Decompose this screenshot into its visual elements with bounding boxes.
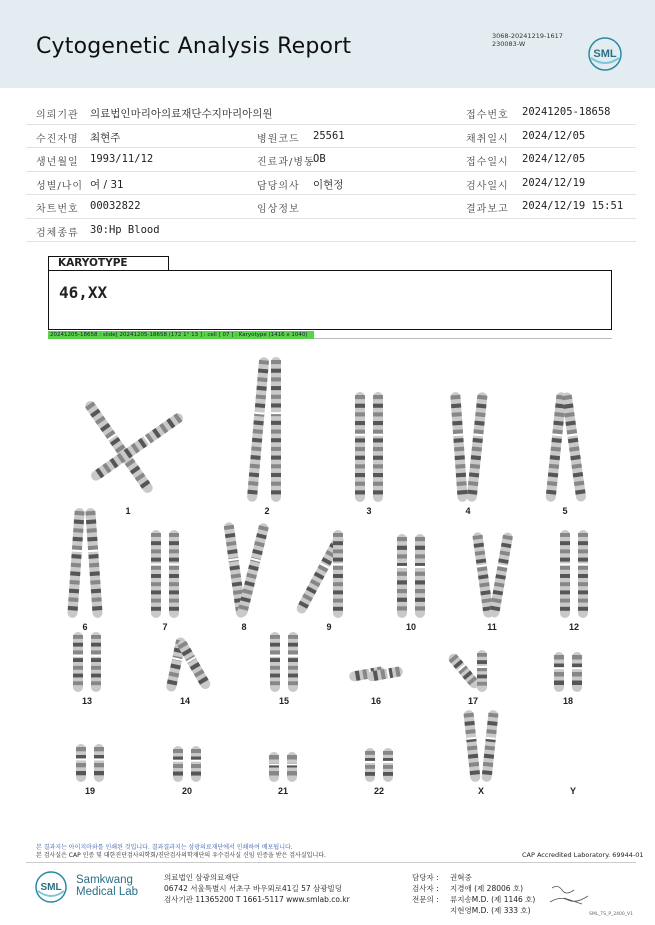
chromosome-label: 10: [405, 622, 417, 632]
signature-icon: [544, 880, 604, 910]
chromosome-21-b: [287, 752, 297, 782]
hospital-code: 25561: [313, 129, 345, 142]
chromosome-label: X: [477, 786, 485, 796]
chromosome-label: 5: [562, 506, 568, 516]
tester-name: 지경애 (제 28006 호): [450, 884, 524, 893]
chromosome-21-a: [269, 752, 279, 782]
chromosome-label: 7: [162, 622, 168, 632]
tested-date: 2024/12/19: [522, 176, 586, 189]
chromosome-label: 8: [241, 622, 247, 632]
cap-accreditation: CAP Accredited Laboratory. 69944-01: [522, 851, 644, 859]
chromosome-18-b: [572, 652, 582, 692]
chromosome-X-b: [481, 710, 498, 783]
patient-info-table: [26, 101, 636, 242]
chart-number: 00032822: [90, 200, 141, 212]
chromosome-10-b: [415, 534, 425, 618]
karyotype-label: KARYOTYPE: [48, 256, 169, 271]
chromosome-19-a: [76, 744, 86, 782]
chromosome-label: 14: [179, 696, 191, 706]
footer-note: 본 결과지는 아이지마와를 인쇄된 것입니다. 결과결과지는 삼광의료재단에서 인쇄하여 배포됩니다.: [36, 844, 293, 851]
report-title: Cytogenetic Analysis Report: [36, 34, 352, 59]
chromosome-13-a: [73, 632, 83, 692]
chromosome-label: 11: [487, 622, 497, 632]
chromosome-15-b: [288, 632, 298, 692]
department: OB: [313, 153, 326, 165]
chromosome-label: 12: [568, 622, 580, 632]
karyogram-caption-bar: 20241205-18658 : slide[ 20241205-18658 (172 1° 13 ] : cell [ 07 ] : Karyotype (1416 x 1040): [48, 331, 314, 339]
chromosome-15-a: [270, 632, 280, 692]
info-row: 생년월일 1993/11/12 진료과/병동 OB 접수일시 2024/12/05: [26, 148, 636, 172]
info-row: 차트번호 00032822 임상정보 결과보고 2024/12/19 15:51: [26, 195, 636, 219]
chromosome-17-b: [477, 650, 487, 692]
collected-date: 2024/12/05: [522, 129, 586, 142]
chromosome-22-b: [383, 748, 393, 782]
chromosome-label: 15: [278, 696, 290, 706]
staff-list: 담당자 : 권혁중 검사자 : 지경애 (제 28006 호) 전문의 : 류지송M.D. (제 1146 호) 지현영M.D. (제 333 호): [412, 873, 536, 915]
specialist-name: 지현영M.D. (제 333 호): [450, 906, 531, 915]
info-row: 성별/나이 여 / 31 담당의사 이현정 검사일시 2024/12/19: [26, 172, 636, 196]
specialist-name: 류지송M.D. (제 1146 호): [450, 895, 536, 904]
chromosome-5-a: [545, 392, 566, 502]
sex-age: 여 / 31: [90, 178, 124, 191]
chromosome-5-b: [561, 392, 586, 502]
chromosome-14-b: [176, 638, 212, 691]
chromosome-7-a: [151, 530, 161, 618]
lab-address: 의료법인 삼광의료재단 06742 서울특별시 서초구 바우뫼로41길 57 삼광빌딩 검사기관 11365200 T 1661-5117 www.smlab.co.kr: [164, 873, 350, 904]
chromosome-label: 2: [264, 506, 270, 516]
chromosome-13-b: [91, 632, 101, 692]
date-of-birth: 1993/11/12: [90, 153, 154, 165]
received-date: 2024/12/05: [522, 153, 586, 165]
chromosome-3-b: [373, 392, 383, 502]
chromosome-label: 20: [181, 786, 193, 796]
chromosome-6-b: [85, 508, 103, 618]
footer-note: 본 검사실은 CAP 인증 및 대한진단검사의학회/진단검사의학재단의 우수검사실 신임 인증을 받은 검사실입니다.: [36, 852, 326, 859]
document-version: SML_TS_P_2400_V1: [589, 912, 633, 917]
requesting-org: 의료법인마리아의료재단수지마리아의원: [90, 108, 273, 120]
svg-text:SML: SML: [593, 48, 617, 60]
karyogram-image: [0, 340, 655, 810]
chromosome-12-b: [578, 530, 588, 618]
chromosome-label: 19: [84, 786, 96, 796]
sml-logo-icon: [587, 36, 623, 72]
chromosome-20-a: [173, 746, 183, 782]
karyotype-result-box: [48, 270, 612, 330]
chromosome-7-b: [169, 530, 179, 618]
chromosome-9-b: [333, 530, 343, 618]
chromosome-label: Y: [569, 786, 577, 796]
manager-name: 권혁중: [450, 873, 472, 882]
chromosome-3-a: [355, 392, 365, 502]
info-row: 검체종류 30:Hp Blood: [26, 219, 636, 243]
chromosome-label: 3: [366, 506, 372, 516]
chromosome-22-a: [365, 748, 375, 782]
chromosome-2-a: [247, 357, 270, 502]
divider: [26, 862, 636, 863]
chromosome-label: 9: [326, 622, 332, 632]
chromosome-label: 18: [562, 696, 574, 706]
chromosome-12-a: [560, 530, 570, 618]
specimen-type: 30:Hp Blood: [90, 223, 160, 236]
chromosome-label: 16: [370, 696, 382, 706]
karyotype-result: 46,XX: [59, 283, 108, 302]
chromosome-18-a: [554, 652, 564, 692]
patient-name: 최현주: [90, 131, 121, 144]
chromosome-label: 17: [467, 696, 479, 706]
report-header: [0, 0, 655, 88]
receipt-number: 20241205-18658: [522, 106, 611, 118]
chromosome-19-b: [94, 744, 104, 782]
chromosome-6-a: [67, 508, 85, 618]
chromosome-17-a: [447, 652, 482, 691]
chromosome-X-a: [463, 710, 480, 783]
chromosome-label: 22: [373, 786, 385, 796]
chromosome-11-b: [489, 532, 514, 618]
chromosome-label: 4: [465, 506, 471, 516]
info-row: 의뢰기관 의료법인마리아의료재단수지마리아의원 접수번호 20241205-18658: [26, 101, 636, 125]
chromosome-label: 1: [125, 506, 131, 516]
info-row: 수진자명 최현주 병원코드 25561 채취일시 2024/12/05: [26, 125, 636, 149]
svg-text:SML: SML: [40, 882, 62, 893]
chromosome-4-b: [466, 392, 487, 502]
chromosome-8-b: [237, 522, 270, 618]
chromosome-label: 6: [82, 622, 88, 632]
reported-date: 2024/12/19 15:51: [522, 200, 624, 212]
report-code: 3068-20241219-1617 230083-W: [492, 32, 563, 48]
chromosome-label: 21: [277, 786, 289, 796]
doctor-name: 이현정: [313, 178, 344, 191]
chromosome-20-b: [191, 746, 201, 782]
sml-logo-icon: [34, 870, 70, 904]
chromosome-10-a: [397, 534, 407, 618]
lab-logo: SML Samkwang Medical Lab: [34, 870, 144, 904]
chromosome-2-b: [271, 357, 281, 502]
chromosome-4-a: [450, 392, 468, 502]
chromosome-label: 13: [81, 696, 93, 706]
